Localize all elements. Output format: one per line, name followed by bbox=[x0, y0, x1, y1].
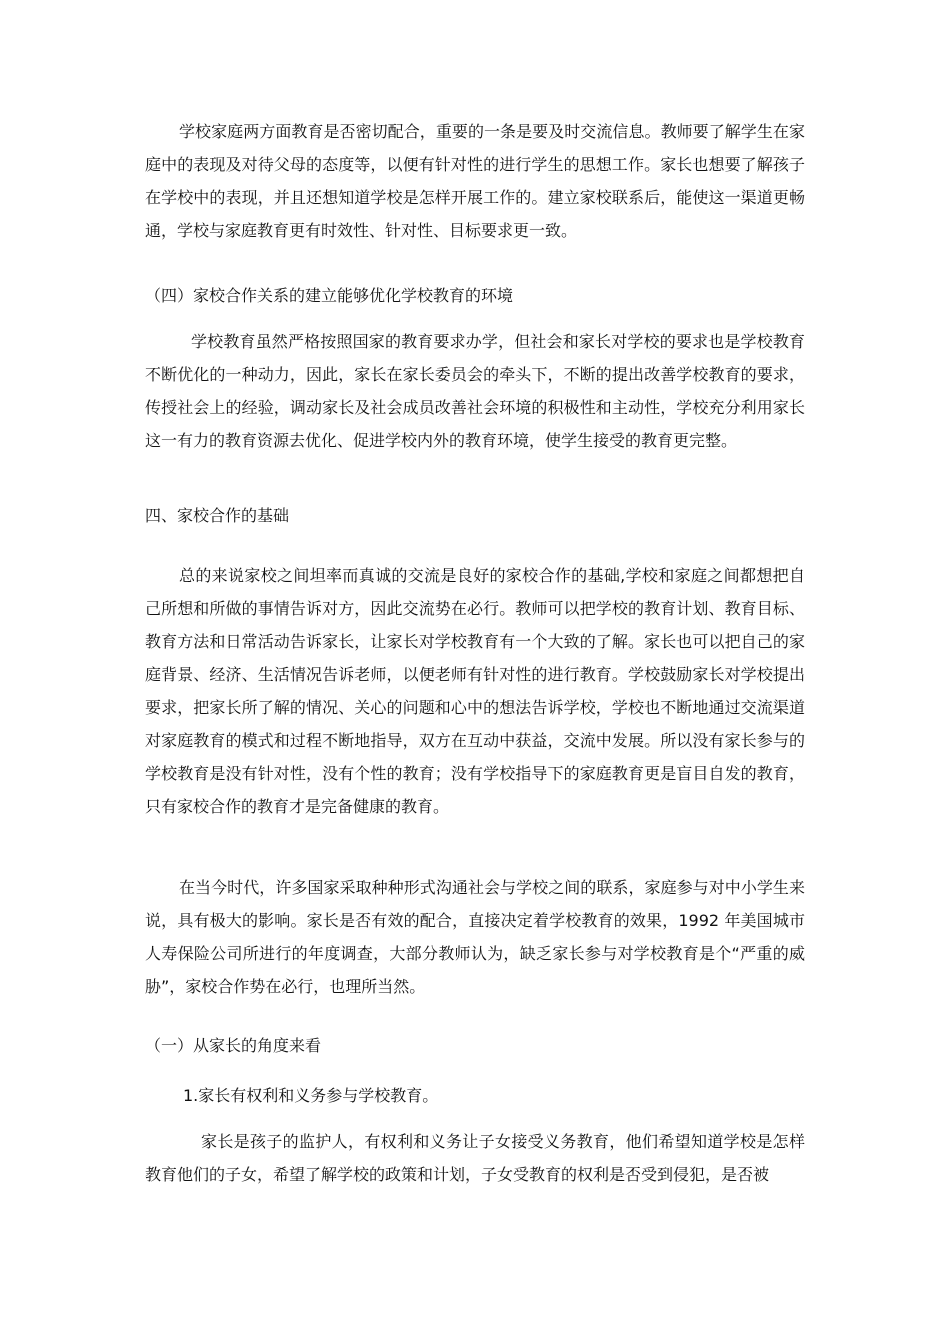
paragraph-cooperation-basis: 总的来说家校之间坦率而真诚的交流是良好的家校合作的基础,学校和家庭之间都想把自己所想和所做的事情告诉对方，因此交流势在必行。教师可以把学校的教育计划、教育目标、教育方法和日常活动告诉家长，让家长对学校教育有一个大致的了解。家长也可以把自己的家庭背景、经济、生活情况告诉老师，以便老师有针对性的进行教育。学校鼓励家长对学校提出要求，把家长所了解的情况、关心的问题和心中的想法告诉学校，学校也不断地通过交流渠道对家庭教育的模式和过程不断地指导，双方在互动中获益，交流中发展。所以没有家长参与的学校教育是没有针对性，没有个性的教育；没有学校指导下的家庭教育更是盲目自发的教育，只有家校合作的教育才是完备健康的教育。 bbox=[145, 566, 805, 816]
paragraph-parent-rights: 家长是孩子的监护人，有权利和义务让子女接受义务教育，他们希望知道学校是怎样教育他们的子女，希望了解学校的政策和计划，子女受教育的权利是否受到侵犯，是否被 bbox=[145, 1132, 805, 1184]
paragraph-info-exchange: 学校家庭两方面教育是否密切配合，重要的一条是要及时交流信息。教师要了解学生在家庭中的表现及对待父母的态度等，以便有针对性的进行学生的思想工作。家长也想要了解孩子在学校中的表现，并且还想知道学校是怎样开展工作的。建立家校联系后，能使这一渠道更畅通，学校与家庭教育更有时效性、针对性、目标要求更一致。 bbox=[145, 122, 805, 240]
subsection-heading-four: （四）家校合作关系的建立能够优化学校教育的环境 bbox=[145, 286, 514, 305]
item-heading-1: 1.家长有权利和义务参与学校教育。 bbox=[183, 1086, 439, 1105]
subsection-heading-one: （一）从家长的角度来看 bbox=[145, 1036, 322, 1055]
section-heading-four: 四、家校合作的基础 bbox=[145, 506, 290, 525]
paragraph-modern-era: 在当今时代，许多国家采取种种形式沟通社会与学校之间的联系，家庭参与对中小学生来说，具有极大的影响。家长是否有效的配合，直接决定着学校教育的效果，1992 年美国城市人寿保险公司所进行的年度调查，大部分教师认为，缺乏家长参与对学校教育是个“严重的威胁”，家校合作势在必行，也理所当然。 bbox=[145, 878, 805, 996]
paragraph-optimize-environment: 学校教育虽然严格按照国家的教育要求办学，但社会和家长对学校的要求也是学校教育不断优化的一种动力，因此，家长在家长委员会的牵头下，不断的提出改善学校教育的要求，传授社会上的经验，调动家长及社会成员改善社会环境的积极性和主动性，学校充分利用家长这一有力的教育资源去优化、促进学校内外的教育环境，使学生接受的教育更完整。 bbox=[145, 332, 805, 450]
